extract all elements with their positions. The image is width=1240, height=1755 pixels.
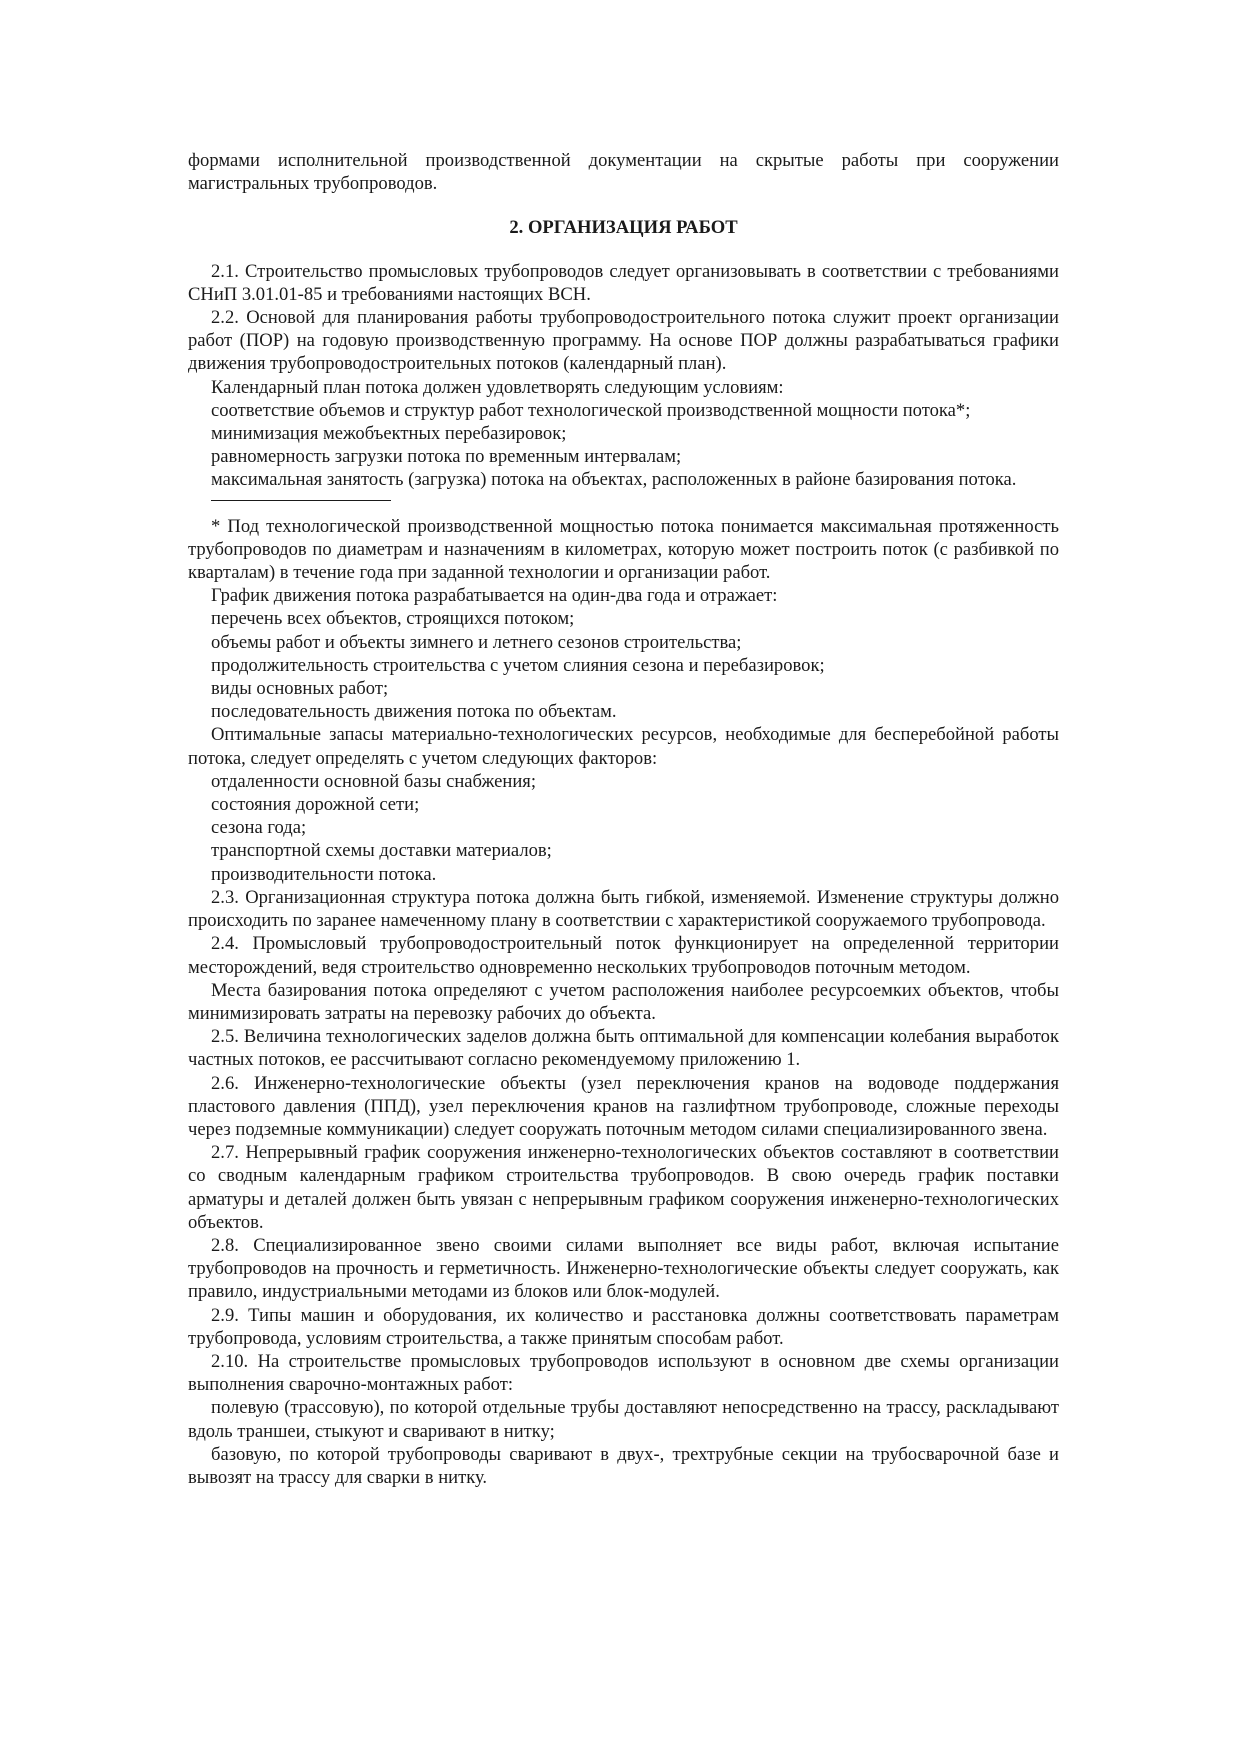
list-item: транспортной схемы доставки материалов; [211,840,552,862]
paragraph: Оптимальные запасы материально-технологических ресурсов, необходимые для бесперебойной работы потока, следует определять с учетом следующих факторов: [188,724,1059,769]
paragraph: Места базирования потока определяют с учетом расположения наиболее ресурсоемких объектов, чтобы минимизировать затраты на перевозку рабочих до объекта. [188,979,1059,1024]
paragraph: 2.6. Инженерно-технологические объекты (узел переключения кранов на водоводе поддержания пластового давления (ППД), узел переключения кранов на газлифтном трубопроводе, сложные переходы через подземные коммуникации) следует сооружать поточным методом силами специализированного звена. [188,1072,1059,1140]
list-item: полевую (трассовую), по которой отдельные трубы доставляют непосредственно на трассу, раскладывают вдоль траншеи, стыкуют и сваривают в нитку; [188,1397,1059,1442]
list-item: состояния дорожной сети; [211,794,420,816]
list-item: отдаленности основной базы снабжения; [211,770,536,792]
body-after-footnote [188,584,1059,1489]
list-item: последовательность движения потока по объектам. [211,701,617,723]
list-item: виды основных работ; [211,678,389,700]
paragraph: Календарный план потока должен удовлетворять следующим условиям: [211,376,784,398]
list-item: минимизация межобъектных перебазировок; [211,423,567,445]
paragraph: 2.10. На строительстве промысловых трубопроводов используют в основном две схемы организации выполнения сварочно-монтажных работ: [188,1350,1059,1396]
paragraph: График движения потока разрабатывается на один-два года и отражает: [211,585,778,607]
list-item: сезона года; [211,817,307,839]
list-item: равномерность загрузки потока по временным интервалам; [211,446,682,468]
list-item: максимальная занятость (загрузка) потока на объектах, расположенных в районе базирования потока. [211,469,1017,491]
paragraph: 2.3. Организационная структура потока должна быть гибкой, изменяемой. Изменение структуры должно происходить по заранее намеченному плану в соответствии с характеристикой сооружаемого трубопровода. [188,886,1059,932]
paragraph: 2.1. Строительство промысловых трубопроводов следует организовывать в соответствии с требованиями СНиП 3.01.01-85 и требованиями настоящих ВСН. [188,260,1059,305]
list-item: перечень всех объектов, строящихся потоком; [211,608,575,630]
list-item: объемы работ и объекты зимнего и летнего сезонов строительства; [211,631,742,653]
list-item: продолжительность строительства с учетом слияния сезона и перебазировок; [211,654,825,676]
paragraph: 2.2. Основой для планирования работы трубопроводостроительного потока служит проект организации работ (ПОР) на годовую производственную программу. На основе ПОР должны разрабатываться графики движения трубопроводостроительных потоков (календарный план). [188,307,1059,375]
paragraph: 2.8. Специализированное звено своими силами выполняет все виды работ, включая испытание трубопроводов на прочность и герметичность. Инженерно-технологические объекты следует сооружать, как правило, индустриальными методами из блоков или блок-модулей. [188,1234,1059,1303]
list-item: соответствие объемов и структур работ технологической производственной мощности потока*; [211,399,971,421]
section-heading: 2. ОРГАНИЗАЦИЯ РАБОТ [509,217,738,239]
paragraph: 2.7. Непрерывный график сооружения инженерно-технологических объектов составляют в соответствии со сводным календарным графиком строительства трубопроводов. В свою очередь график поставки арматуры и деталей должен быть увязан с непрерывным графиком сооружения инженерно-технологических объектов. [188,1142,1059,1233]
list-item: базовую, по которой трубопроводы сваривают в двух-, трехтрубные секции на трубосварочной базе и вывозят на трассу для сварки в нитку. [188,1443,1059,1488]
paragraph: 2.9. Типы машин и оборудования, их количество и расстановка должны соответствовать параметрам трубопровода, условиям строительства, а также принятым способам работ. [188,1304,1059,1349]
paragraph: 2.4. Промысловый трубопроводостроительный поток функционирует на определенной территории месторождений, ведя строительство одновременно нескольких трубопроводов поточным методом. [188,933,1059,978]
paragraph: 2.5. Величина технологических заделов должна быть оптимальной для компенсации колебания выработок частных потоков, ее рассчитывают согласно рекомендуемому приложению 1. [188,1026,1059,1071]
body-before-footnote [188,260,1059,492]
list-item: производительности потока. [211,863,437,885]
footnote: * Под технологической производственной мощностью потока понимается максимальная протяженность трубопроводов по диаметрам и назначениям в километрах, которую может построить поток (с разбивкой по кварталам) в течение года при заданной технологии и организации работ. [188,515,1059,584]
footnote-separator [211,500,391,501]
intro-paragraph: формами исполнительной производственной документации на скрытые работы при сооружении магистральных трубопроводов. [188,150,1059,195]
